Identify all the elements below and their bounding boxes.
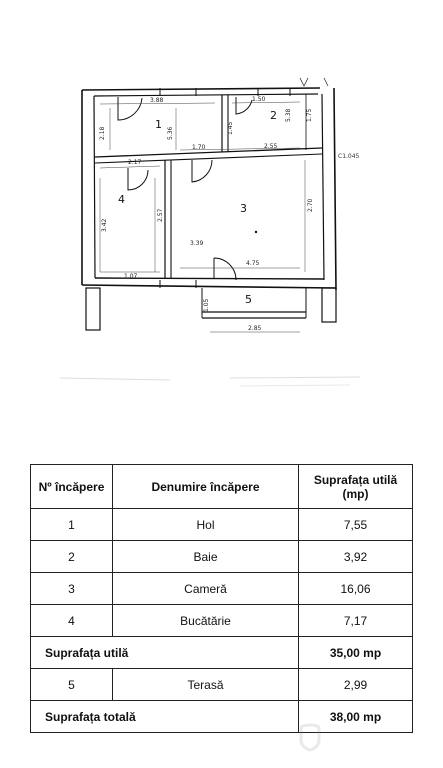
total-label: Suprafața totală — [31, 701, 299, 733]
dim-label: 2.55 — [264, 143, 278, 150]
area-table-container — [30, 464, 412, 733]
dim-label: 1.70 — [192, 144, 206, 151]
dim-label: 1.50 — [252, 96, 266, 103]
corner-marks — [300, 78, 328, 86]
room-number-cell: 3 — [31, 573, 113, 605]
dim-label: 2.85 — [248, 325, 262, 332]
corner-label: C1.045 — [338, 153, 360, 160]
brand-logo-icon — [297, 722, 323, 752]
header-room-name: Denumire încăpere — [113, 465, 299, 509]
room-name-cell: Bucătărie — [113, 605, 299, 637]
dim-label: 2.17 — [128, 159, 142, 166]
table-row — [31, 541, 413, 573]
subtotal-value: 35,00 mp — [299, 637, 413, 669]
room-number-5: 5 — [245, 293, 252, 306]
room-number-2: 2 — [270, 109, 277, 122]
header-room-number: Nº încăpere — [31, 465, 113, 509]
terrace-outline — [86, 288, 336, 330]
watermark — [297, 720, 437, 754]
dimension-labels — [99, 96, 360, 332]
walls — [82, 88, 336, 290]
table-header-row — [31, 465, 413, 509]
subtotal-label: Suprafața utilă — [31, 637, 299, 669]
room-number-cell: 4 — [31, 605, 113, 637]
room-number-cell: 5 — [31, 669, 113, 701]
room-name-cell: Cameră — [113, 573, 299, 605]
room-name-cell: Baie — [113, 541, 299, 573]
dim-label: 2.18 — [99, 126, 106, 140]
dim-label: 4.75 — [246, 260, 260, 267]
dim-label: 1.45 — [227, 121, 234, 135]
table-row — [31, 573, 413, 605]
room-name-cell: Terasă — [113, 669, 299, 701]
table-row — [31, 605, 413, 637]
dim-label: 3.88 — [150, 97, 164, 104]
area-table — [30, 464, 413, 733]
room-number-4: 4 — [118, 193, 125, 206]
room-number-cell: 2 — [31, 541, 113, 573]
table-row — [31, 669, 413, 701]
center-dot — [255, 231, 257, 233]
total-value: 38,00 mp — [299, 701, 413, 733]
dim-label: 1.05 — [203, 298, 210, 312]
dim-label: 2.57 — [157, 208, 164, 222]
room-area-cell: 7,55 — [299, 509, 413, 541]
scan-artifacts — [60, 377, 360, 386]
table-row — [31, 509, 413, 541]
dim-label: 3.42 — [101, 218, 108, 232]
room-area-cell: 3,92 — [299, 541, 413, 573]
dim-label: 5.36 — [167, 126, 174, 140]
room-number-1: 1 — [155, 118, 162, 131]
room-area-cell: 7,17 — [299, 605, 413, 637]
dim-label: 3.39 — [190, 240, 204, 247]
dim-label: 5.38 — [285, 108, 292, 122]
dim-label: 1.07 — [124, 273, 138, 280]
dim-label: 2.70 — [307, 198, 314, 212]
header-usable-area: Suprafața utilă (mp) — [299, 465, 413, 509]
room-area-cell: 2,99 — [299, 669, 413, 701]
room-number-3: 3 — [240, 202, 247, 215]
dim-label: 1.75 — [306, 108, 313, 122]
room-name-cell: Hol — [113, 509, 299, 541]
room-numbers — [118, 109, 277, 306]
room-area-cell: 16,06 — [299, 573, 413, 605]
subtotal-row — [31, 637, 413, 669]
room-number-cell: 1 — [31, 509, 113, 541]
